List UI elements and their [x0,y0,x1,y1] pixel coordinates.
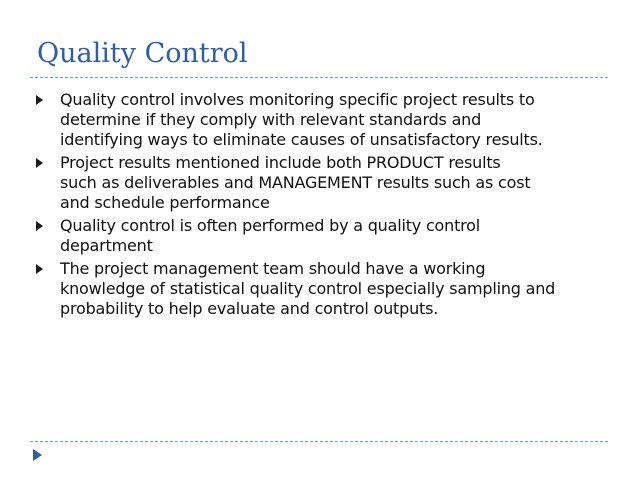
bullet-line: Quality control involves monitoring specific project results to [60,90,535,109]
bullet-line: probability to help evaluate and control outputs. [60,299,439,318]
triangle-right-icon [33,449,42,461]
triangle-right-icon [36,95,43,105]
bullet-line: determine if they comply with relevant standards and [60,110,482,129]
title-divider [30,77,608,78]
bullet-line: knowledge of statistical quality control especially sampling and [60,279,556,298]
slide-title: Quality Control [37,38,248,69]
bullet-line: Project results mentioned include both PRODUCT results [60,153,501,172]
bullet-item [36,90,606,150]
triangle-right-icon [36,158,43,168]
triangle-right-icon [36,221,43,231]
bullet-line: The project management team should have a working [60,259,486,278]
bullet-list [36,90,606,322]
bullet-item [36,259,606,319]
bullet-item [36,153,606,213]
footer-divider [30,441,608,442]
bullet-line: Quality control is often performed by a quality control [60,216,481,235]
bullet-line: and schedule performance [60,193,270,212]
bullet-item [36,216,606,256]
bullet-line: department [60,236,153,255]
triangle-right-icon [36,264,43,274]
bullet-line: identifying ways to eliminate causes of unsatisfactory results. [60,130,543,149]
bullet-line: such as deliverables and MANAGEMENT results such as cost [60,173,531,192]
